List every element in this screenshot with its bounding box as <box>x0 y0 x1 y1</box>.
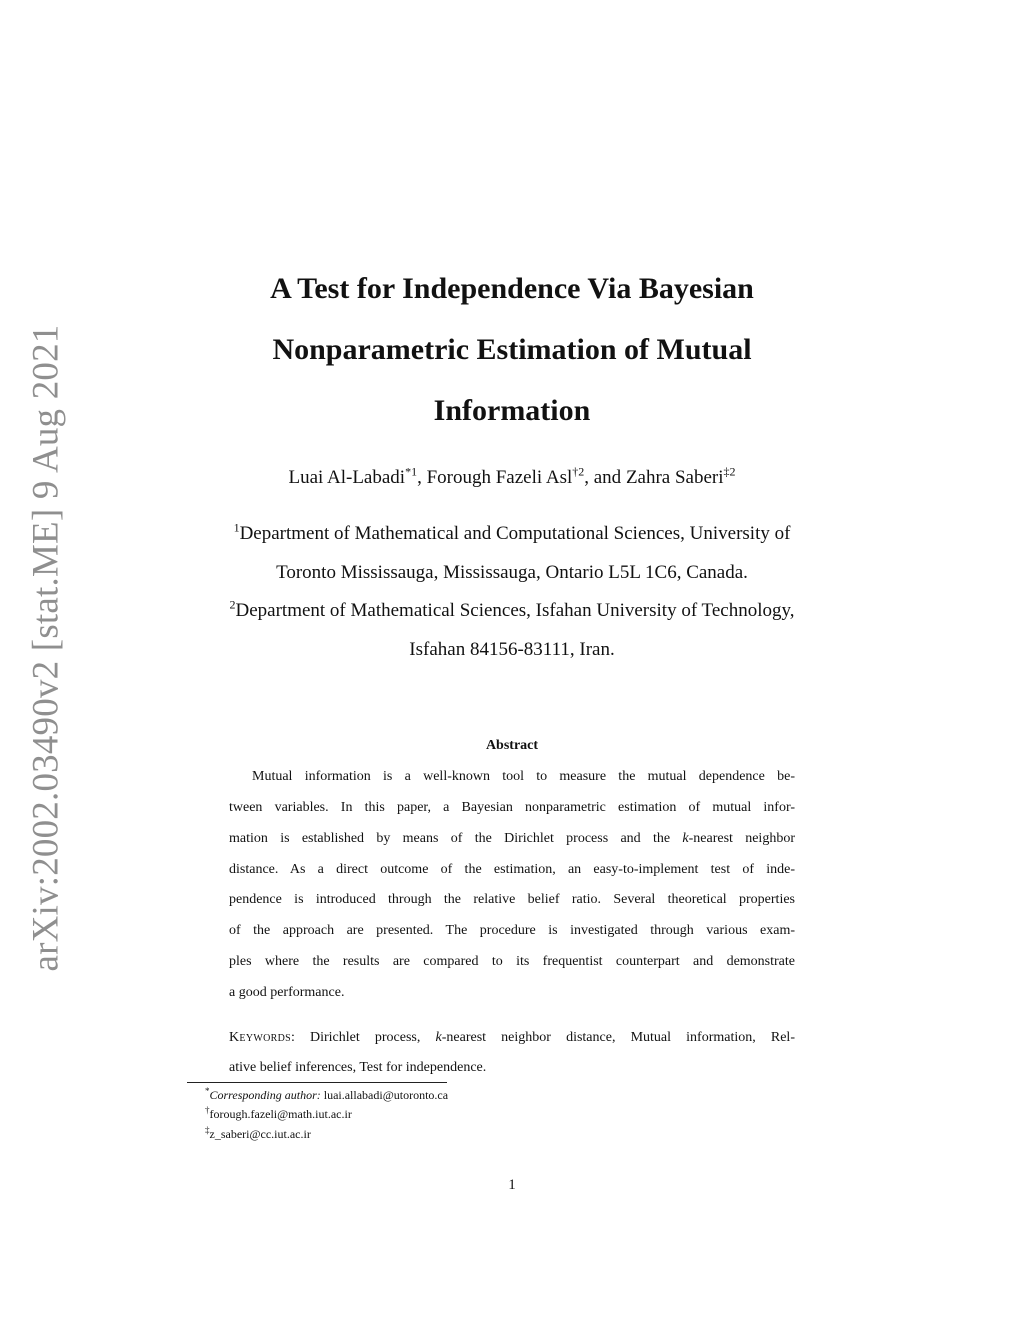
math-variable-k: k <box>682 831 689 846</box>
author-name: Zahra Saberi <box>625 467 724 488</box>
author-name: Luai Al-Labadi <box>288 467 406 488</box>
keywords-text: Dirichlet process, <box>310 1030 436 1045</box>
affiliation-text: Department of Mathematical and Computational Sciences, University of <box>239 523 791 544</box>
affiliation-1-line-1 <box>0 522 1024 546</box>
footnote-email: luai.allabadi@utoronto.ca <box>320 1088 449 1102</box>
keywords-text: -nearest neighbor distance, Mutual information, Rel- <box>441 1030 795 1045</box>
affiliation-text: Department of Mathematical Sciences, Isfahan University of Technology, <box>235 600 795 621</box>
author-separator: , and <box>584 467 626 488</box>
keywords-colon: : <box>290 1030 310 1045</box>
arxiv-identifier-stamp: arXiv:2002.03490v2 [stat.ME] 9 Aug 2021 <box>25 324 67 972</box>
paper-title-line-1: A Test for Independence Via Bayesian <box>270 272 754 305</box>
paper-title-line-2: Nonparametric Estimation of Mutual <box>272 333 752 366</box>
paper-title-line-3: Information <box>433 394 591 427</box>
page-number: 1 <box>508 1177 516 1193</box>
abstract-line: Mutual information is a well-known tool to measure the mutual dependence be- <box>252 769 795 784</box>
author-name: Forough Fazeli Asl <box>426 467 573 488</box>
abstract-line: of the approach are presented. The procedure is investigated through various exam- <box>229 923 795 938</box>
author-separator: , <box>417 467 427 488</box>
abstract-line: pendence is introduced through the relative belief ratio. Several theoretical properties <box>229 892 795 907</box>
footnote-mark: ‡ <box>205 1125 210 1135</box>
footnote-mark: † <box>205 1105 210 1115</box>
math-variable-k: k <box>435 1030 442 1045</box>
abstract-line: tween variables. In this paper, a Bayesian nonparametric estimation of mutual infor- <box>229 800 795 815</box>
author-affiliation-mark: †2 <box>572 464 585 479</box>
affiliation-mark: 2 <box>229 597 236 612</box>
author-affiliation-mark: ‡2 <box>723 464 736 479</box>
footnote-email: z_saberi@cc.iut.ac.ir <box>209 1127 311 1141</box>
author-list <box>0 466 1024 490</box>
abstract-text: mation is established by means of the Dirichlet process and the <box>229 831 683 846</box>
affiliation-mark: 1 <box>233 520 240 535</box>
footnote-mark: * <box>205 1086 210 1096</box>
affiliation-2-line-2: Isfahan 84156-83111, Iran. <box>409 639 615 660</box>
abstract-line: ples where the results are compared to its frequentist counterpart and demonstrate <box>229 954 795 969</box>
affiliation-1-line-2: Toronto Mississauga, Mississauga, Ontario L5L 1C6, Canada. <box>276 562 748 583</box>
abstract-heading: Abstract <box>485 738 539 753</box>
footnote-third-author <box>205 1127 311 1142</box>
abstract-line: a good performance. <box>229 985 345 1000</box>
footnote-divider <box>187 1082 447 1083</box>
footnote-label: Corresponding author: <box>209 1088 321 1102</box>
abstract-text: -nearest neighbor <box>688 831 795 846</box>
keywords-label: Keywords <box>229 1030 291 1045</box>
abstract-line: distance. As a direct outcome of the estimation, an easy-to-implement test of inde- <box>229 862 795 877</box>
footnote-second-author <box>205 1107 352 1122</box>
author-affiliation-mark: *1 <box>405 464 418 479</box>
affiliation-2-line-1 <box>0 599 1024 623</box>
keywords-line-2: ative belief inferences, Test for independence. <box>229 1060 487 1075</box>
footnote-email: forough.fazeli@math.iut.ac.ir <box>209 1107 352 1121</box>
keywords-line-1 <box>229 1029 795 1047</box>
footnote-corresponding-author <box>205 1088 448 1103</box>
abstract-line <box>229 830 795 848</box>
